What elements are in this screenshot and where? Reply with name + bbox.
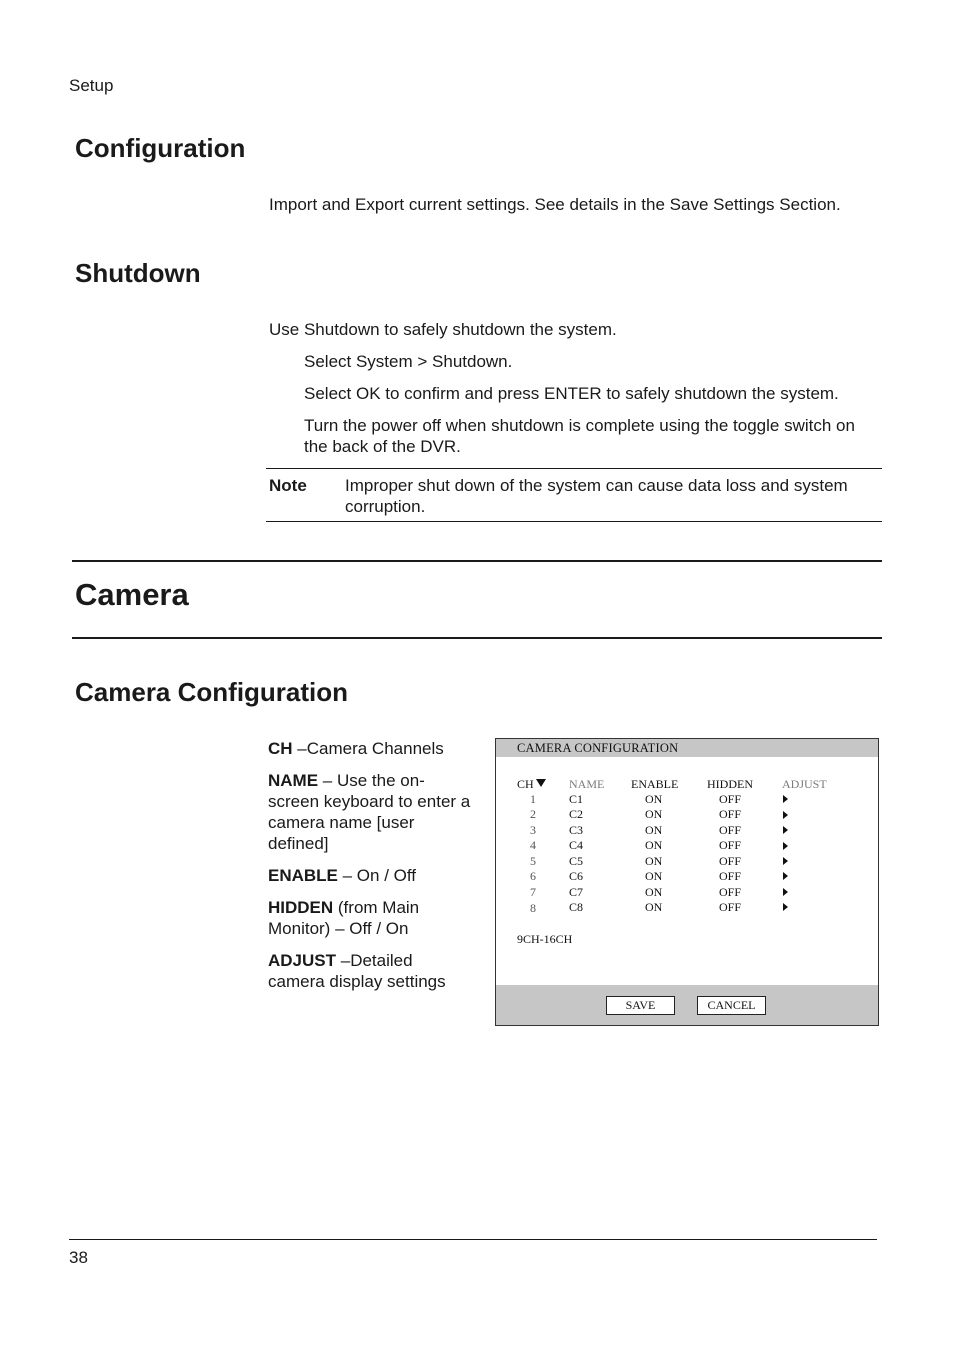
configuration-text: Import and Export current settings. See details in the Save Settings Section. bbox=[269, 195, 841, 214]
shutdown-step: Select System > Shutdown. bbox=[304, 352, 513, 371]
column-header-enable: ENABLE bbox=[631, 777, 679, 791]
row-enable[interactable]: ON bbox=[645, 838, 663, 852]
note-top-rule bbox=[266, 468, 882, 469]
save-button[interactable]: SAVE bbox=[606, 996, 675, 1015]
row-enable[interactable]: ON bbox=[645, 792, 663, 806]
configuration-heading: Configuration bbox=[75, 133, 246, 163]
chapter-top-rule bbox=[72, 560, 882, 562]
row-channel: 3 bbox=[530, 823, 536, 837]
row-hidden[interactable]: OFF bbox=[719, 869, 742, 883]
adjust-arrow-icon[interactable] bbox=[783, 795, 788, 803]
row-name[interactable]: C1 bbox=[569, 792, 584, 806]
camera-configuration-heading: Camera Configuration bbox=[75, 677, 349, 707]
row-channel: 4 bbox=[530, 838, 536, 852]
column-header-name: NAME bbox=[569, 777, 605, 791]
row-name[interactable]: C8 bbox=[569, 900, 584, 914]
field-descriptions bbox=[268, 738, 473, 1003]
shutdown-heading: Shutdown bbox=[75, 258, 201, 288]
screen-footer bbox=[496, 985, 878, 1025]
row-hidden[interactable]: OFF bbox=[719, 807, 742, 821]
screen-title: CAMERA CONFIGURATION bbox=[517, 741, 679, 755]
row-channel: 8 bbox=[530, 901, 536, 915]
description-ch: CH –Camera Channels bbox=[268, 739, 444, 758]
description-hidden: HIDDEN (from Main Monitor) – Off / On bbox=[268, 898, 420, 938]
description-adjust: ADJUST –Detailed camera display settings bbox=[268, 951, 446, 991]
footer-rule bbox=[69, 1239, 877, 1240]
row-enable[interactable]: ON bbox=[645, 854, 663, 868]
adjust-arrow-icon[interactable] bbox=[783, 842, 788, 850]
row-hidden[interactable]: OFF bbox=[719, 792, 742, 806]
camera-configuration-screen bbox=[495, 738, 879, 1026]
column-header-hidden: HIDDEN bbox=[707, 777, 753, 791]
column-header-ch[interactable]: CH bbox=[517, 777, 546, 792]
row-channel: 6 bbox=[530, 869, 536, 883]
note-text: Improper shut down of the system can cause data loss and system corruption. bbox=[345, 476, 848, 516]
page-number: 38 bbox=[69, 1248, 88, 1267]
row-name[interactable]: C3 bbox=[569, 823, 584, 837]
shutdown-intro: Use Shutdown to safely shutdown the system. bbox=[269, 320, 617, 339]
row-hidden[interactable]: OFF bbox=[719, 838, 742, 852]
row-name[interactable]: C4 bbox=[569, 838, 584, 852]
row-enable[interactable]: ON bbox=[645, 869, 663, 883]
adjust-arrow-icon[interactable] bbox=[783, 872, 788, 880]
camera-heading: Camera bbox=[75, 577, 189, 612]
row-channel: 2 bbox=[530, 807, 536, 821]
screen-title-bar bbox=[496, 739, 878, 757]
row-hidden[interactable]: OFF bbox=[719, 885, 742, 899]
row-name[interactable]: C2 bbox=[569, 807, 584, 821]
row-enable[interactable]: ON bbox=[645, 900, 663, 914]
shutdown-step: Select OK to confirm and press ENTER to safely shutdown the system. bbox=[304, 384, 839, 403]
chapter-bottom-rule bbox=[72, 637, 882, 639]
row-hidden[interactable]: OFF bbox=[719, 900, 742, 914]
adjust-arrow-icon[interactable] bbox=[783, 826, 788, 834]
row-name[interactable]: C7 bbox=[569, 885, 584, 899]
note-label: Note bbox=[269, 476, 307, 495]
row-name[interactable]: C6 bbox=[569, 869, 584, 883]
description-name: NAME – Use the on-screen keyboard to enter a camera name [user defined] bbox=[268, 771, 471, 853]
adjust-arrow-icon[interactable] bbox=[783, 903, 788, 911]
adjust-arrow-icon[interactable] bbox=[783, 888, 788, 896]
note-bottom-rule bbox=[266, 521, 882, 522]
cancel-button[interactable]: CANCEL bbox=[697, 996, 766, 1015]
row-hidden[interactable]: OFF bbox=[719, 854, 742, 868]
shutdown-step: Turn the power off when shutdown is complete using the toggle switch on the back of the DVR. bbox=[304, 416, 855, 456]
row-channel: 7 bbox=[530, 885, 536, 899]
running-header: Setup bbox=[69, 76, 114, 95]
column-header-adjust: ADJUST bbox=[782, 777, 827, 791]
row-enable[interactable]: ON bbox=[645, 807, 663, 821]
description-enable: ENABLE – On / Off bbox=[268, 866, 417, 885]
row-channel: 5 bbox=[530, 854, 536, 868]
row-enable[interactable]: ON bbox=[645, 823, 663, 837]
adjust-arrow-icon[interactable] bbox=[783, 811, 788, 819]
channel-range-link[interactable]: 9CH-16CH bbox=[517, 932, 573, 946]
row-name[interactable]: C5 bbox=[569, 854, 584, 868]
row-enable[interactable]: ON bbox=[645, 885, 663, 899]
sort-down-icon bbox=[536, 779, 546, 787]
row-channel: 1 bbox=[530, 792, 536, 806]
row-hidden[interactable]: OFF bbox=[719, 823, 742, 837]
adjust-arrow-icon[interactable] bbox=[783, 857, 788, 865]
